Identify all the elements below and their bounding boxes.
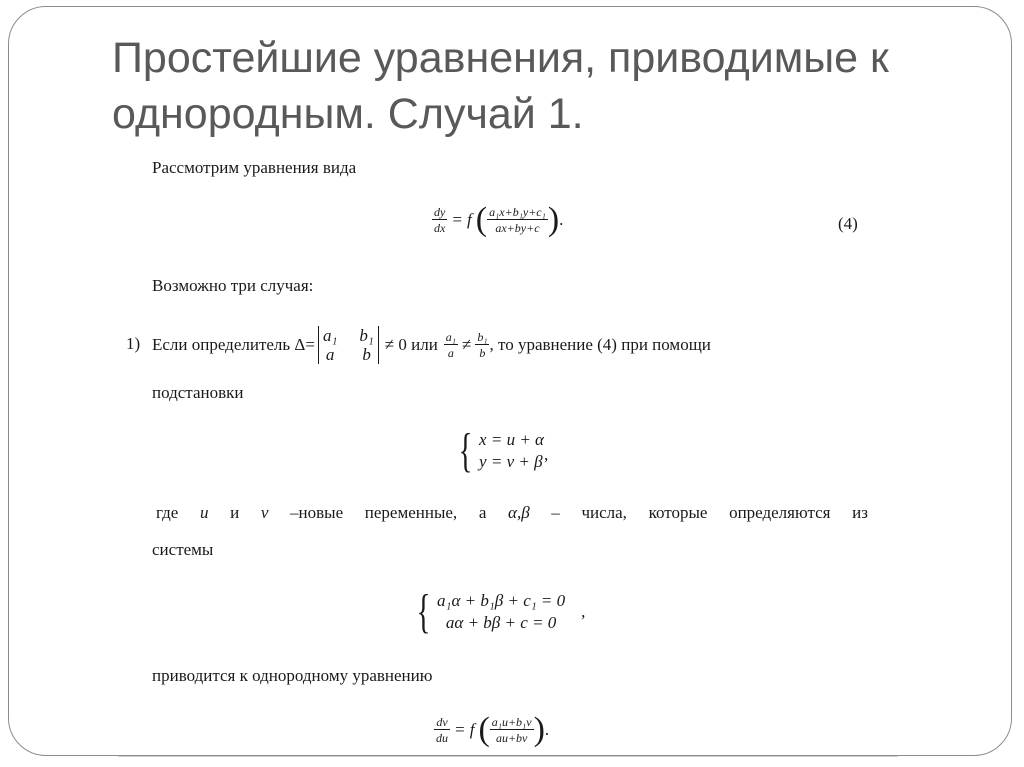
ratio-b-num: b₁	[477, 330, 488, 344]
eq4-rhs-den: ax+by+c	[495, 221, 540, 235]
det-a1: a₁	[322, 326, 338, 345]
where-word: которые	[648, 503, 708, 522]
equation-4	[432, 203, 563, 237]
system-brace: {	[416, 585, 431, 638]
where-word: где	[156, 503, 179, 522]
where-word: из	[852, 503, 868, 522]
case1-number: 1)	[126, 334, 141, 353]
equation-final	[434, 713, 549, 747]
final-equals-f: = f	[454, 720, 475, 739]
det-b: b	[362, 345, 371, 364]
substitution-system	[454, 424, 549, 477]
eq4-equals-f: = f	[451, 210, 472, 229]
where-word: u	[199, 503, 209, 522]
final-lhs-den: du	[436, 731, 448, 745]
ratio-a-fraction	[444, 331, 458, 359]
system-brace-group	[412, 585, 566, 638]
system-rows	[437, 590, 565, 634]
reduces-text: приводится к однородному уравнению	[152, 666, 433, 685]
final-rhs-fraction	[490, 716, 534, 744]
where-word: v	[260, 503, 269, 522]
eq4-lhs-den: dx	[434, 221, 446, 235]
final-close-paren: )	[533, 711, 545, 748]
where-word: переменные,	[364, 503, 458, 522]
ratio-a-den: a	[447, 346, 454, 360]
final-lhs-fraction	[434, 716, 450, 744]
substitution-tail: ,	[543, 445, 549, 464]
slide-bottom-line	[118, 756, 898, 757]
where-word: α,β	[508, 503, 530, 522]
where-word: а	[478, 503, 487, 522]
eq4-rhs-num: a₁x+b₁y+c₁	[489, 205, 546, 219]
ratio-b-den: b	[479, 346, 486, 360]
final-dot: .	[544, 720, 550, 739]
substitution-rows	[479, 429, 544, 473]
case1-text-c: , то уравнение (4) при помощи	[489, 335, 711, 354]
where-word: и	[230, 503, 240, 522]
neq-sign: ≠	[461, 335, 472, 354]
substitution-brace-group	[454, 424, 544, 477]
determinant	[318, 326, 379, 364]
where-line	[156, 503, 868, 523]
cases-intro-text: Возможно три случая:	[152, 276, 314, 295]
substitution-row-1: x = u + α	[479, 430, 544, 449]
eq4-lhs-num: dy	[434, 205, 446, 219]
where-word: определяются	[729, 503, 831, 522]
ratio-b-fraction	[475, 331, 489, 359]
case1-text-a: Если определитель Δ=	[152, 335, 315, 354]
system-word: системы	[152, 540, 214, 559]
system-row-1: a₁α + b₁β + c₁ = 0	[437, 591, 566, 610]
where-word: –новые	[290, 503, 344, 522]
eq4-rhs-fraction	[487, 206, 548, 234]
alpha-beta-system	[412, 585, 586, 638]
ratio-a-num: a₁	[445, 330, 456, 344]
substitution-row-2: y = v + β	[479, 452, 543, 471]
eq4-dot: .	[559, 210, 564, 229]
case1-text-d: подстановки	[152, 383, 244, 402]
final-rhs-den: au+bv	[495, 731, 528, 745]
system-row-2: aα + bβ + c = 0	[445, 613, 557, 632]
case1-condition	[152, 326, 711, 364]
det-b1: b₁	[359, 326, 374, 345]
system-tail: ,	[581, 602, 586, 621]
substitution-brace: {	[458, 424, 473, 477]
final-open-paren: (	[478, 711, 490, 748]
final-lhs-num: dv	[436, 715, 448, 729]
where-word: числа,	[581, 503, 627, 522]
intro-text: Рассмотрим уравнения вида	[152, 158, 357, 177]
case1-text-b: ≠ 0 или	[384, 335, 438, 354]
det-a: a	[325, 345, 335, 364]
slide-title: Простейшие уравнения, приводимые к однородным. Случай 1.	[112, 34, 889, 138]
eq4-lhs-fraction	[432, 206, 447, 234]
eq4-label: (4)	[838, 214, 858, 233]
eq4-close-paren: )	[547, 201, 560, 238]
eq4-open-paren: (	[475, 201, 488, 238]
where-word: –	[551, 503, 560, 522]
final-rhs-num: a₁u+b₁v	[491, 715, 532, 729]
